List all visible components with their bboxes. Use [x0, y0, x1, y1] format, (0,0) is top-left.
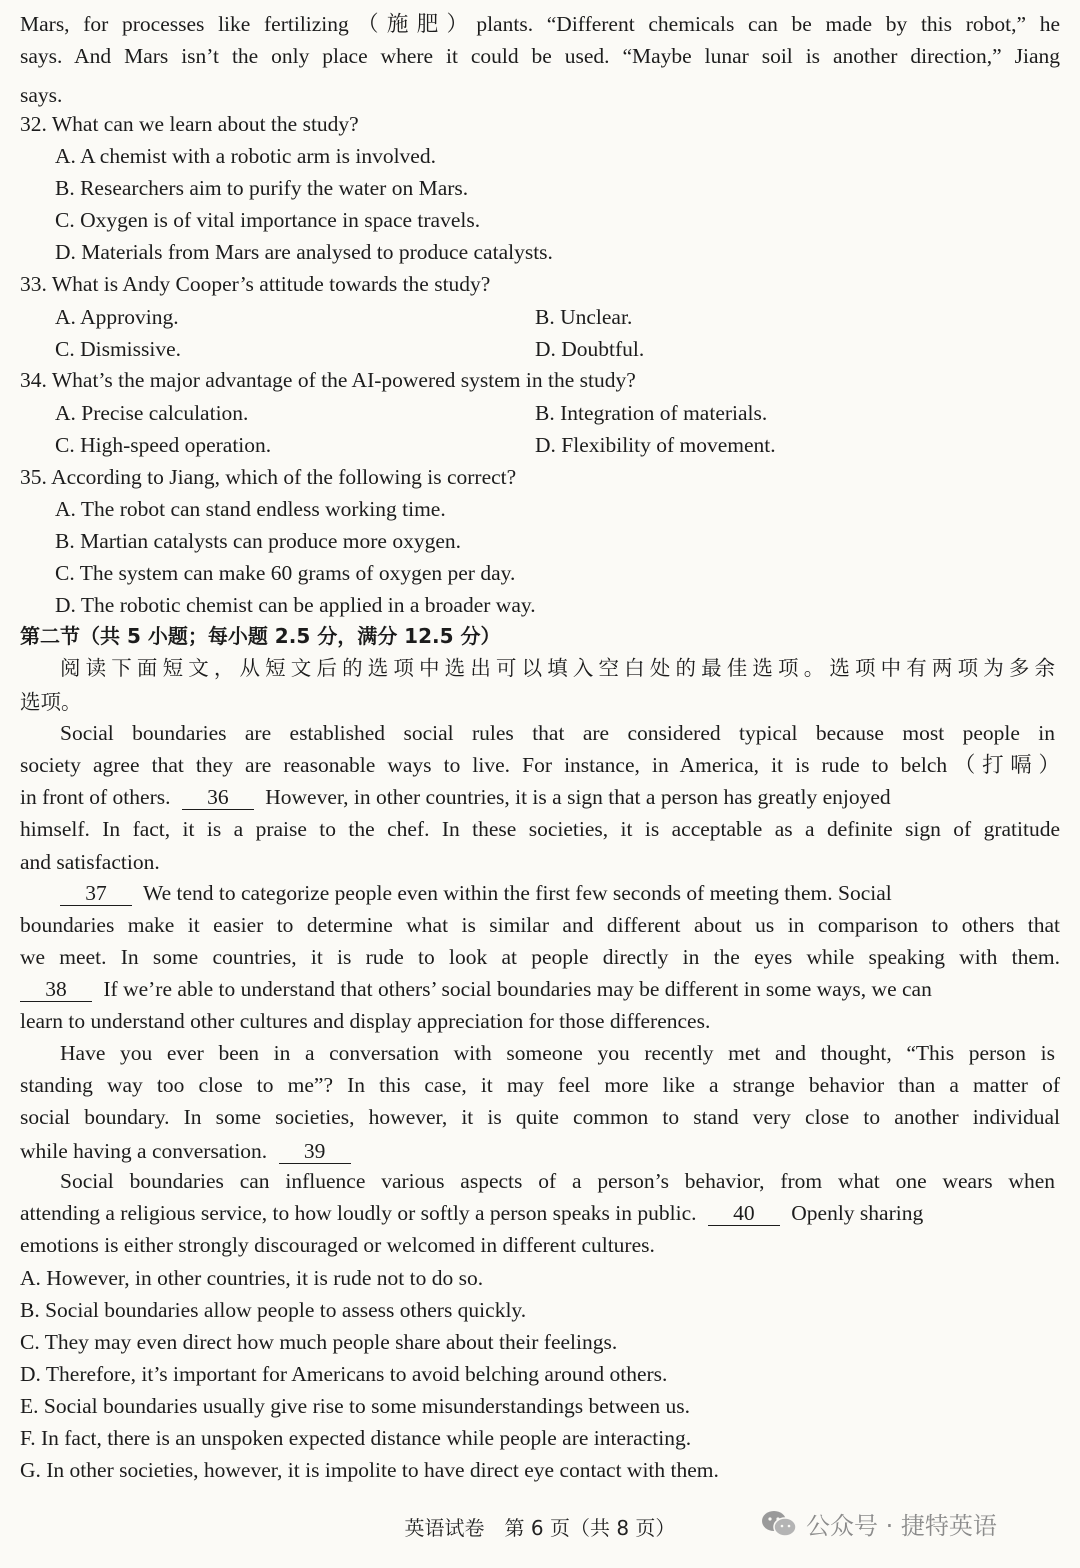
passage-line: learn to understand other cultures and display appreciation for those differences.: [20, 1009, 711, 1033]
question-35-stem: 35. According to Jiang, which of the following is correct?: [20, 465, 517, 489]
section-2-title: 第二节（共 5 小题；每小题 2.5 分，满分 12.5 分）: [20, 624, 501, 648]
blank-40[interactable]: 40: [708, 1201, 780, 1226]
question-33-option-c: C. Dismissive.: [55, 337, 182, 361]
choice-e: E. Social boundaries usually give rise to some misunderstandings between us.: [20, 1394, 690, 1418]
passage-line: and satisfaction.: [20, 850, 160, 874]
question-34-row: [55, 429, 1055, 461]
passage-line: social boundary. In some societies, however, it is quite common to stand very close to another individual: [20, 1105, 1060, 1129]
passage-line: society agree that they are reasonable ways to live. For instance, in America, it is rude to belch（打嗝）: [20, 753, 1060, 777]
question-33-stem: 33. What is Andy Cooper’s attitude towards the study?: [20, 272, 491, 296]
passage-text: If we’re able to understand that others’ social boundaries may be different in some ways, we can: [103, 977, 932, 1001]
choice-c: C. They may even direct how much people share about their feelings.: [20, 1330, 618, 1354]
passage-line: [20, 781, 1060, 813]
question-34-option-b: B. Integration of materials.: [535, 401, 768, 425]
passage-line: Social boundaries are established social rules that are considered typical because most people in: [60, 721, 1055, 745]
question-34-option-a: A. Precise calculation.: [55, 401, 249, 425]
watermark: [760, 1506, 997, 1541]
choice-b: B. Social boundaries allow people to assess others quickly.: [20, 1298, 527, 1322]
section-2-instruction: 阅读下面短文，从短文后的选项中选出可以填入空白处的最佳选项。选项中有两项为多余: [60, 656, 1055, 680]
question-32-option-c: C. Oxygen is of vital importance in space travels.: [55, 208, 481, 232]
question-35-option-d: D. The robotic chemist can be applied in a broader way.: [55, 593, 536, 617]
choice-g: G. In other societies, however, it is impolite to have direct eye contact with them.: [20, 1458, 719, 1482]
passage-text: Openly sharing: [791, 1201, 924, 1225]
passage-line: [20, 1197, 1060, 1229]
passage-line: we meet. In some countries, it is rude to look at people directly in the eyes while speaking with them.: [20, 945, 1060, 969]
choice-d: D. Therefore, it’s important for Americans to avoid belching around others.: [20, 1362, 668, 1386]
passage-line: emotions is either strongly discouraged or welcomed in different cultures.: [20, 1233, 655, 1257]
passage-line: [60, 877, 1055, 909]
wechat-icon: [760, 1509, 798, 1539]
question-32-stem: 32. What can we learn about the study?: [20, 112, 359, 136]
question-34-option-c: C. High-speed operation.: [55, 433, 272, 457]
question-33-option-d: D. Doubtful.: [535, 337, 645, 361]
question-33-option-a: A. Approving.: [55, 305, 179, 329]
passage-text: However, in other countries, it is a sign that a person has greatly enjoyed: [265, 785, 891, 809]
blank-37[interactable]: 37: [60, 881, 132, 906]
passage-line: [20, 973, 1060, 1005]
page-footer: 英语试卷 第 6 页（共 8 页）: [404, 1516, 676, 1540]
passage-line: himself. In fact, it is a praise to the chef. In these societies, it is acceptable as a definite sign of gratitude: [20, 817, 1060, 841]
question-35-option-c: C. The system can make 60 grams of oxygen per day.: [55, 561, 516, 585]
choice-f: F. In fact, there is an unspoken expected distance while people are interacting.: [20, 1426, 692, 1450]
question-33-row: [55, 333, 1055, 365]
passage-tail-line: says.: [20, 83, 63, 107]
question-34-stem: 34. What’s the major advantage of the AI-powered system in the study?: [20, 368, 636, 392]
passage-line: Social boundaries can influence various aspects of a person’s behavior, from what one wears when: [60, 1169, 1055, 1193]
question-32-option-b: B. Researchers aim to purify the water on Mars.: [55, 176, 469, 200]
passage-tail-line: Mars, for processes like fertilizing（施肥）plants. “Different chemicals can be made by this robot,” he: [20, 12, 1060, 36]
passage-line: boundaries make it easier to determine what is similar and different about us in comparison to others that: [20, 913, 1060, 937]
passage-text: in front of others.: [20, 785, 171, 809]
section-2-instruction: 选项。: [20, 690, 82, 714]
passage-text: We tend to categorize people even within the first few seconds of meeting them. Social: [143, 881, 892, 905]
question-34-option-d: D. Flexibility of movement.: [535, 433, 776, 457]
question-34-row: [55, 397, 1055, 429]
question-35-option-b: B. Martian catalysts can produce more oxygen.: [55, 529, 461, 553]
question-32-option-a: A. A chemist with a robotic arm is involved.: [55, 144, 436, 168]
choice-a: A. However, in other countries, it is rude not to do so.: [20, 1266, 484, 1290]
passage-line: [20, 1135, 1060, 1167]
blank-36[interactable]: 36: [182, 785, 254, 810]
passage-text: while having a conversation.: [20, 1139, 268, 1163]
passage-text: attending a religious service, to how loudly or softly a person speaks in public.: [20, 1201, 697, 1225]
passage-line: Have you ever been in a conversation with someone you recently met and thought, “This person is: [60, 1041, 1055, 1065]
passage-line: standing way too close to me”? In this case, it may feel more like a strange behavior than a matter of: [20, 1073, 1060, 1097]
question-32-option-d: D. Materials from Mars are analysed to produce catalysts.: [55, 240, 553, 264]
blank-39[interactable]: 39: [279, 1139, 351, 1164]
question-35-option-a: A. The robot can stand endless working time.: [55, 497, 446, 521]
question-33-option-b: B. Unclear.: [535, 305, 633, 329]
blank-38[interactable]: 38: [20, 977, 92, 1002]
watermark-text: 公众号 · 捷特英语: [806, 1512, 997, 1540]
passage-tail-line: says. And Mars isn’t the only place where it could be used. “Maybe lunar soil is another direction,” Jiang: [20, 44, 1060, 68]
question-33-row: [55, 301, 1055, 333]
